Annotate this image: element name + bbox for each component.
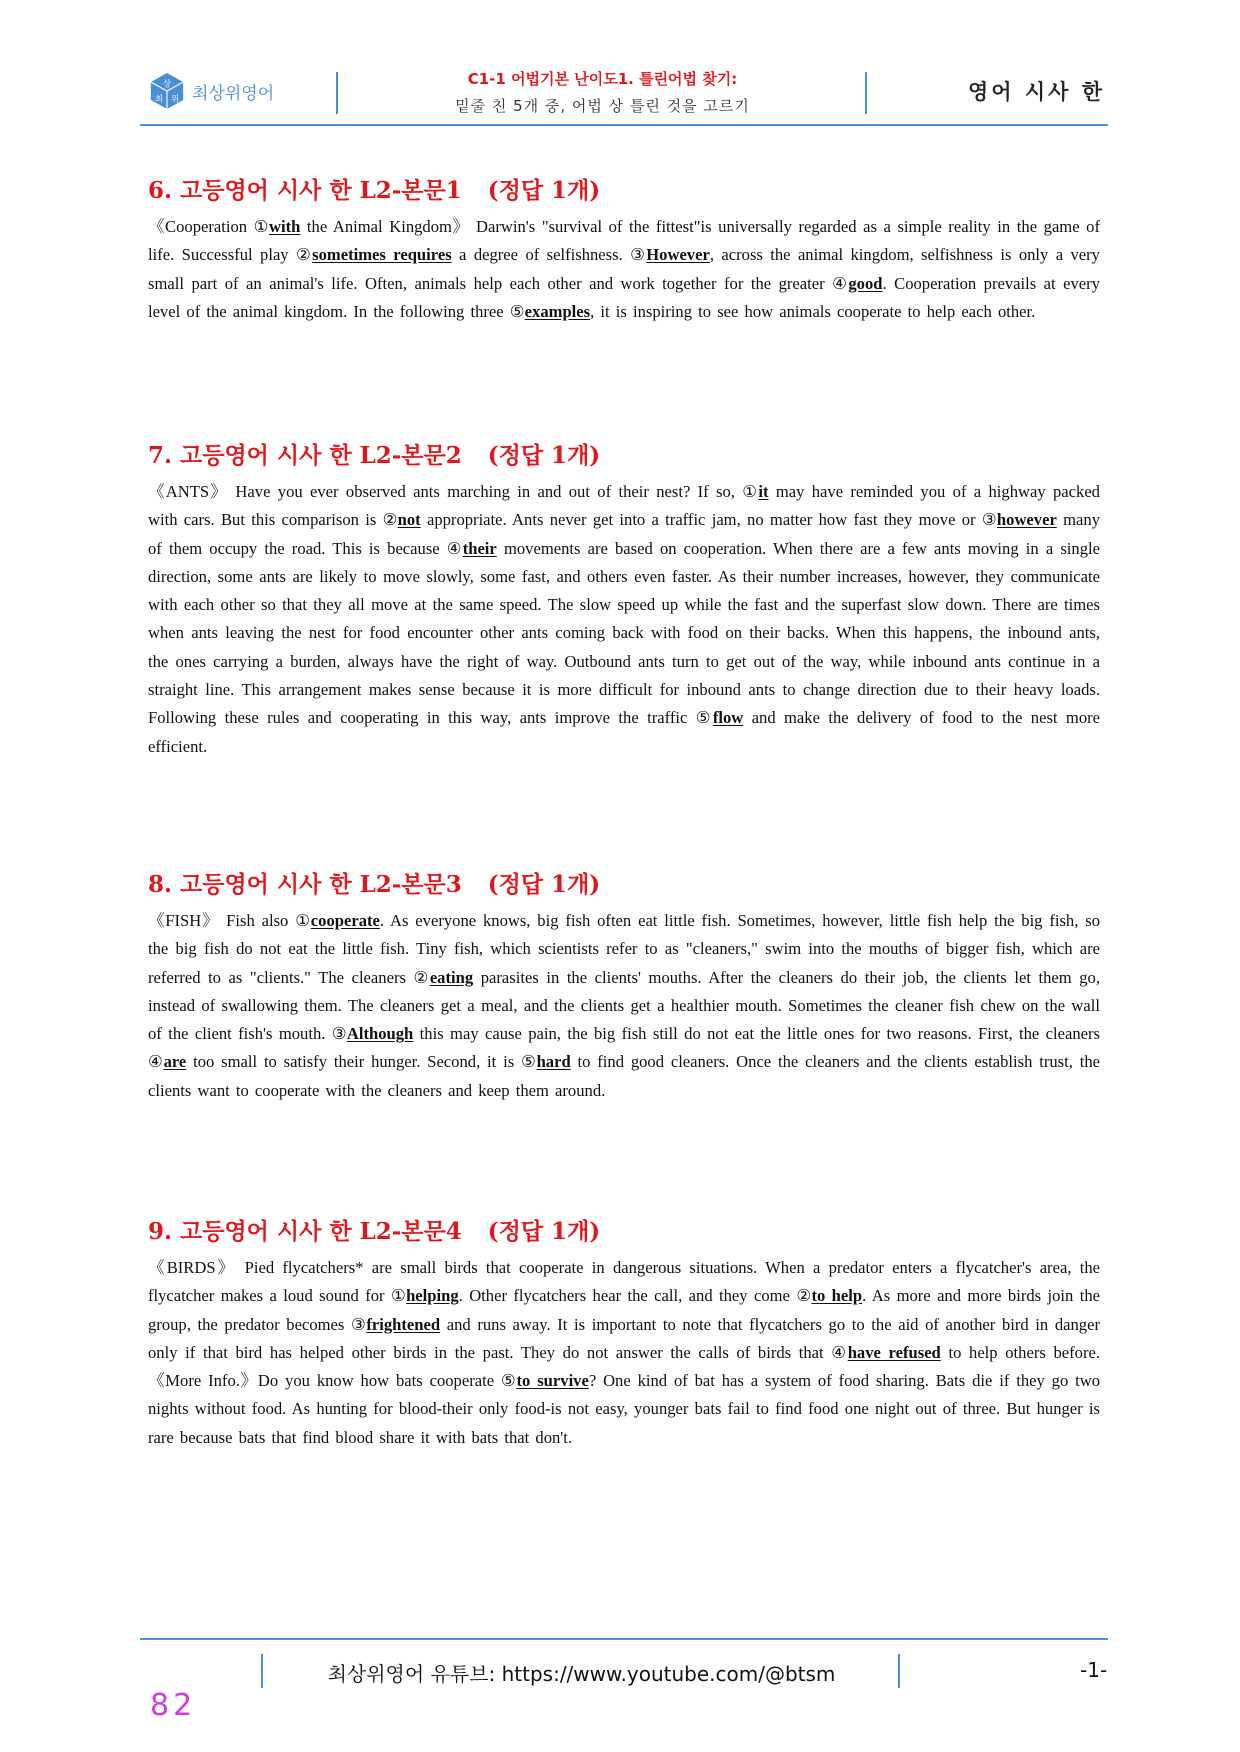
underlined-choice: their <box>462 538 497 558</box>
brand-name: 최상위영어 <box>192 83 275 104</box>
passage-text: appropriate. Ants never get into a traffic jam, no matter how fast they move or ③ <box>420 510 997 530</box>
question-7 <box>148 437 1100 761</box>
passage-text: a degree of selfishness. ③ <box>451 245 647 265</box>
question-title <box>148 866 1100 899</box>
passage-text: 《Cooperation ① <box>148 217 269 236</box>
passage-text: . As everyone knows, big fish often eat little fish. Sometimes, however, little fish help the big fish, so the big fish do not eat the little fish. Tiny fish, which scientists refer to as "cleaners," swim into the mouths of bigger fish, which are referred to as "clients." The cleaners ② <box>148 911 1100 987</box>
passage-text: movements are based on cooperation. When there are a few ants moving in a single direction, some ants are likely to move slowly, some fast, and others even faster. As their number increases, however, they communicate with each other so that they all move at the same speed. The slow speed up while the fast and the superfast slow down. There are times when ants leaving the nest for food encounter other ants coming back with food on their backs. When this happens, the inbound ants, the ones carrying a burden, always have the right of way. Outbound ants turn to get out of the way, while inbound ants continue in a straight line. This arrangement makes sense because it is more difficult for inbound ants to change direction due to their heavy loads. Following these rules and cooperating in this way, ants improve the traffic ⑤ <box>148 538 1100 728</box>
passage-text: and make the delivery of food to the nest more efficient. <box>148 708 1101 756</box>
passage-text: 《BIRDS》 Pied flycatchers* are small birds that cooperate in dangerous situations. When a predator enters a flycatcher's area, the flycatcher makes a loud sound for ① <box>148 1258 1100 1306</box>
passage-text: and runs away. It is important to note that flycatchers go to the aid of another bird in danger only if that bird has helped other birds in the past. They do not answer the calls of birds that ④ <box>148 1314 1100 1362</box>
question-title <box>148 1213 1100 1246</box>
answer-count: (정답 1개) <box>487 871 601 898</box>
worksheet-type: C1-1 어법기본 난이도1. 틀린어법 찾기: <box>467 70 738 88</box>
answer-count: (정답 1개) <box>487 1218 601 1245</box>
header-rule <box>140 124 1108 126</box>
passage-text: . As more and more birds join the group, the predator becomes ③ <box>148 1286 1100 1334</box>
header-divider <box>865 72 867 114</box>
passage <box>148 1254 1100 1452</box>
footer-rule <box>140 1638 1108 1640</box>
question-8 <box>148 866 1100 1105</box>
question-heading: 9. 고등영어 시사 한 L2-본문4 <box>148 1218 462 1245</box>
underlined-choice: to survive <box>516 1371 589 1391</box>
passage-text: . Cooperation prevails at every level of the animal kingdom. In the following three ⑤ <box>148 273 1100 321</box>
question-heading: 8. 고등영어 시사 한 L2-본문3 <box>148 871 462 898</box>
page-indicator: -1- <box>1080 1658 1108 1682</box>
passage-text: , it is inspiring to see how animals cooperate to help each other. <box>590 301 1036 321</box>
passage <box>148 213 1100 326</box>
question-title <box>148 437 1100 470</box>
passage-text: to help others before.《More Info.》Do you know how bats cooperate ⑤ <box>148 1342 1100 1391</box>
underlined-choice: cooperate <box>310 911 380 930</box>
question-heading: 7. 고등영어 시사 한 L2-본문2 <box>148 442 462 469</box>
passage-text: this may cause pain, the big fish still do not eat the little ones for two reasons. First, the cleaners ④ <box>148 1024 1100 1072</box>
brand <box>148 72 274 110</box>
footer-divider <box>898 1654 900 1688</box>
passage-text: . Other flycatchers hear the call, and they come ② <box>458 1286 812 1306</box>
passage-text: many of them occupy the road. This is because ④ <box>148 510 1100 558</box>
underlined-choice: frightened <box>366 1314 441 1334</box>
underlined-choice: to help <box>811 1286 863 1306</box>
underlined-choice: it <box>758 482 769 501</box>
logo-char-right: 위 <box>170 94 180 105</box>
underlined-choice: flow <box>712 708 744 728</box>
underlined-choice: helping <box>406 1286 459 1306</box>
question-title <box>148 172 1100 205</box>
page-number: 82 <box>150 1688 197 1723</box>
worksheet-description <box>340 68 865 116</box>
underlined-choice: eating <box>429 967 474 987</box>
passage-text: to find good cleaners. Once the cleaners and the clients establish trust, the clients want to cooperate with the cleaners and keep them around. <box>148 1052 1100 1100</box>
underlined-choice: have refused <box>847 1342 941 1362</box>
passage-text: 《ANTS》 Have you ever observed ants marching in and out of their nest? If so, ① <box>148 482 759 501</box>
underlined-choice: with <box>268 217 301 236</box>
underlined-choice: good <box>848 273 883 293</box>
passage <box>148 907 1100 1105</box>
logo-char-top: 상 <box>162 79 172 90</box>
passage-text: parasites in the clients' mouths. After the cleaners do their job, the clients let them go, instead of swallowing them. The cleaners get a meal, and the clients get a healthier mouth. Sometimes the cleaner fish chew on the wall of the client fish's mouth. ③ <box>148 967 1100 1044</box>
logo-char-left: 최 <box>154 94 164 105</box>
footer-divider <box>261 1654 263 1688</box>
passage <box>148 478 1100 761</box>
passage-text: , across the animal kingdom, selfishness is only a very small part of an animal's life. Often, animals help each other and work together for the greater ④ <box>148 245 1100 293</box>
passage-text: ? One kind of bat has a system of food sharing. Bats die if they go two nights without food. As hunting for blood-their only food-is not easy, younger bats fail to find food one night out of three. But hunger is rare because bats that find blood share it with bats that don't. <box>148 1371 1101 1447</box>
book-title: 영어 시사 한 <box>967 80 1105 104</box>
brand-logo-icon <box>148 72 186 110</box>
underlined-choice: Although <box>346 1024 414 1044</box>
underlined-choice: hard <box>536 1052 571 1072</box>
underlined-choice: not <box>397 510 421 530</box>
passage-text: may have reminded you of a highway packed with cars. But this comparison is ② <box>148 482 1100 530</box>
underlined-choice: However <box>646 245 710 265</box>
underlined-choice: sometimes requires <box>312 245 452 265</box>
answer-count: (정답 1개) <box>487 442 601 469</box>
underlined-choice: are <box>163 1052 187 1072</box>
passage-text: 《FISH》 Fish also ① <box>148 911 311 930</box>
worksheet-instruction: 밑줄 친 5개 중, 어법 상 틀린 것을 고르기 <box>455 97 750 115</box>
answer-count: (정답 1개) <box>487 177 601 204</box>
passage-text: too small to satisfy their hunger. Second, it is ⑤ <box>186 1052 537 1072</box>
page-header <box>140 62 1108 122</box>
passage-text: the Animal Kingdom》 Darwin's "survival of the fittest"is universally regarded as a simple reality in the game of life. Successful play ② <box>148 217 1100 265</box>
underlined-choice: examples <box>524 301 591 321</box>
header-divider <box>336 72 338 114</box>
question-6 <box>148 172 1100 326</box>
youtube-link[interactable]: 최상위영어 유튜브: https://www.youtube.com/@btsm <box>327 1662 836 1686</box>
underlined-choice: however <box>996 510 1057 530</box>
question-heading: 6. 고등영어 시사 한 L2-본문1 <box>148 177 462 204</box>
question-9 <box>148 1213 1100 1452</box>
